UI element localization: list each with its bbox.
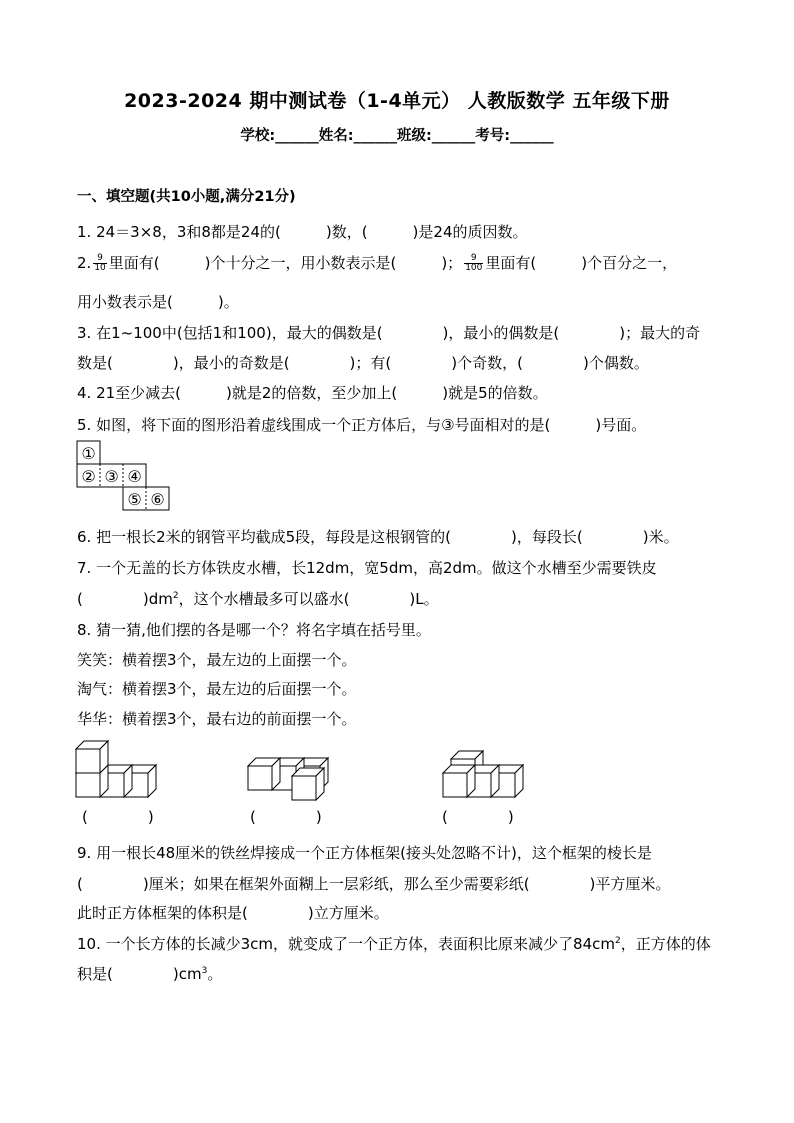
net-face-3: ③ — [104, 467, 119, 486]
question-3-line-1: 3. 在1~100中(包括1和100)，最大的偶数是( )，最小的偶数是( )；最大的奇 — [77, 324, 701, 342]
figure-a-answer: ( ) — [82, 808, 154, 826]
question-2-line-2: 用小数表示是( )。 — [77, 293, 239, 311]
question-10-line-2: 积是( )$cm^3$。 — [77, 965, 223, 983]
question-7-line-2: ( )$dm^2$，这个水槽最多可以盛水( )L。 — [77, 590, 439, 608]
question-8-taoqi: 淘气：横着摆3个，最左边的后面摆一个。 — [77, 680, 357, 698]
question-10-line-1: 10. 一个长方体的长减少3cm，就变成了一个正方体，表面积比原来减少了$84cm^2$，正方体的体 — [77, 935, 711, 953]
net-face-1: ① — [81, 444, 96, 463]
question-3-line-2: 数是( )，最小的奇数是( )；有( )个奇数，( )个偶数。 — [77, 354, 649, 372]
question-5: 5. 如图，将下面的图形沿着虚线围成一个正方体后，与③号面相对的是( )号面。 — [77, 416, 647, 434]
figure-b-answer: ( ) — [250, 808, 322, 826]
cube-arrangement-figures — [70, 730, 550, 805]
question-2-text-2: 里面有( )个百分之一， — [485, 254, 678, 272]
question-8-xiaoxiao: 笑笑：横着摆3个，最左边的上面摆一个。 — [77, 651, 357, 669]
figure-b — [248, 758, 328, 800]
question-2-line-1 — [77, 252, 677, 274]
question-9-line-2: ( )厘米；如果在框架外面糊上一层彩纸，那么至少需要彩纸( )平方厘米。 — [77, 875, 671, 893]
question-9-line-1: 9. 用一根长48厘米的铁丝焊接成一个正方体框架(接头处忽略不计)，这个框架的棱长是 — [77, 844, 652, 862]
question-7-line-1: 7. 一个无盖的长方体铁皮水槽，长12dm，宽5dm，高2dm。做这个水槽至少需要铁皮 — [77, 559, 657, 577]
question-6: 6. 把一根长2米的钢管平均截成5段，每段是这根钢管的( )，每段长( )米。 — [77, 528, 679, 546]
figure-a — [76, 741, 156, 797]
question-2-prefix: 2. — [77, 254, 92, 272]
net-face-2: ② — [81, 467, 96, 486]
question-4: 4. 21至少减去( )就是2的倍数，至少加上( )就是5的倍数。 — [77, 384, 548, 402]
net-face-5: ⑤ — [127, 490, 142, 509]
section-title: 一、填空题(共10小题,满分21分) — [77, 189, 296, 205]
question-1: 1. 24＝3×8，3和8都是24的( )数，( )是24的质因数。 — [77, 223, 528, 241]
question-2-text-1: 里面有( )个十分之一，用小数表示是( )； — [108, 254, 463, 272]
question-9-line-3: 此时正方体框架的体积是( )立方厘米。 — [77, 904, 389, 922]
fraction-9-100: $\frac{9}{100}$ — [465, 253, 483, 273]
question-8-line-1: 8. 猜一猜,他们摆的各是哪一个？将名字填在括号里。 — [77, 621, 431, 639]
net-face-4: ④ — [127, 467, 142, 486]
figure-c — [443, 751, 523, 797]
question-8-huahua: 华华：横着摆3个，最右边的前面摆一个。 — [77, 710, 357, 728]
cube-net-figure — [76, 440, 176, 512]
student-info-line: 学校:______姓名:______班级:______考号:______ — [240, 128, 554, 144]
net-face-6: ⑥ — [150, 490, 165, 509]
fraction-9-10: $\frac{9}{10}$ — [94, 253, 106, 273]
figure-c-answer: ( ) — [442, 808, 514, 826]
page-title: 2023-2024 期中测试卷（1-4单元） 人教版数学 五年级下册 — [124, 90, 670, 112]
